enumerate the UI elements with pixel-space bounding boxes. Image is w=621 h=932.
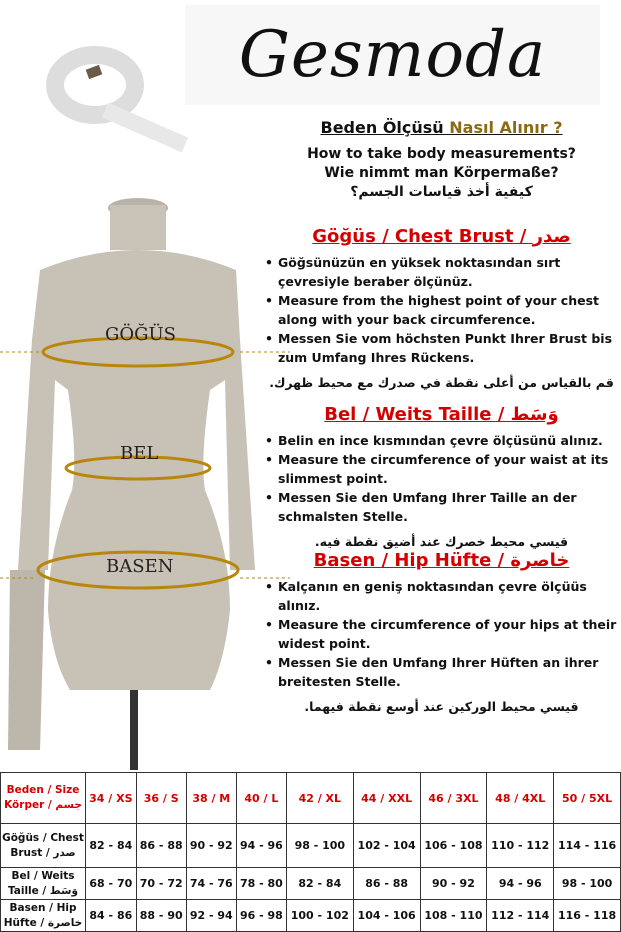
- table-cell: 90 - 92: [186, 824, 236, 868]
- table-cell: 86 - 88: [136, 824, 186, 868]
- row-header: Basen / Hip Hüfte / خاصرة: [1, 900, 86, 932]
- table-cell: 82 - 84: [86, 824, 137, 868]
- table-row: [1, 868, 621, 900]
- table-row: [1, 900, 621, 932]
- table-cell: 88 - 90: [136, 900, 186, 932]
- size-header: 46 / 3XL: [420, 773, 487, 824]
- table-cell: 84 - 86: [86, 900, 137, 932]
- table-cell: 68 - 70: [86, 868, 137, 900]
- mannequin-illustration: [0, 190, 290, 770]
- table-cell: 110 - 112: [487, 824, 554, 868]
- page-title: Beden Ölçüsü Nasıl Alınır ?: [320, 118, 563, 137]
- chest-section: [262, 226, 621, 392]
- brand-logo: Gesmoda: [185, 5, 600, 105]
- table-cell: 86 - 88: [353, 868, 420, 900]
- table-cell: 82 - 84: [286, 868, 353, 900]
- table-cell: 100 - 102: [286, 900, 353, 932]
- table-cell: 104 - 106: [353, 900, 420, 932]
- table-cell: 112 - 114: [487, 900, 554, 932]
- table-cell: 108 - 110: [420, 900, 487, 932]
- table-row: [1, 824, 621, 868]
- size-header: 38 / M: [186, 773, 236, 824]
- hip-label: BASEN: [106, 556, 174, 577]
- size-header: 50 / 5XL: [554, 773, 621, 824]
- list-item: • Göğsünüzün en yüksek noktasından sırt çevresiyle beraber ölçünüz.: [262, 253, 621, 291]
- list-item: • Kalçanın en geniş noktasından çevre ölçüüs alınız.: [262, 577, 621, 615]
- corner-cell: Beden / Size Körper / جسم: [1, 773, 86, 824]
- table-header-row: [1, 773, 621, 824]
- table-cell: 116 - 118: [554, 900, 621, 932]
- size-header: 36 / S: [136, 773, 186, 824]
- table-cell: 78 - 80: [236, 868, 286, 900]
- table-cell: 94 - 96: [236, 824, 286, 868]
- table-cell: 96 - 98: [236, 900, 286, 932]
- list-item: • Belin en ince kısmından çevre ölçüsünü alınız.: [262, 431, 621, 450]
- section-title: Basen / Hip Hüfte / خاصرة: [313, 550, 570, 571]
- hip-section: [262, 550, 621, 716]
- list-item: • Messen Sie den Umfang Ihrer Taille an der schmalsten Stelle.: [262, 488, 621, 526]
- list-item: • Measure from the highest point of your chest along with your back circumference.: [262, 291, 621, 329]
- waist-section: [262, 404, 621, 551]
- section-title: Göğüs / Chest Brust / صدر: [312, 226, 571, 247]
- size-header: 40 / L: [236, 773, 286, 824]
- row-header: Göğüs / Chest Brust / صدر: [1, 824, 86, 868]
- chest-label: GÖĞÜS: [105, 324, 177, 345]
- list-item: • Measure the circumference of your hips at their widest point.: [262, 615, 621, 653]
- waist-label: BEL: [120, 443, 159, 464]
- table-cell: 70 - 72: [136, 868, 186, 900]
- table-cell: 106 - 108: [420, 824, 487, 868]
- size-header: 42 / XL: [286, 773, 353, 824]
- row-header: Bel / Weits Taille / وَسَط: [1, 868, 86, 900]
- list-item: قيسي محيط خصرك عند أضيق نقطة فيه.: [314, 534, 569, 549]
- list-item: قم بالقياس من أعلى نقطة في صدرك مع محيط ظهرك.: [269, 375, 614, 390]
- table-cell: 114 - 116: [554, 824, 621, 868]
- subtitle-en: How to take body measurements?: [307, 146, 576, 162]
- table-cell: 98 - 100: [286, 824, 353, 868]
- table-cell: 74 - 76: [186, 868, 236, 900]
- subtitle-de: Wie nimmt man Körpermaße?: [324, 165, 559, 181]
- list-item: • Messen Sie vom höchsten Punkt Ihrer Brust bis zum Umfang Ihres Rückens.: [262, 329, 621, 367]
- table-cell: 94 - 96: [487, 868, 554, 900]
- size-header: 44 / XXL: [353, 773, 420, 824]
- size-chart-table: [0, 772, 621, 932]
- how-to-header: [262, 118, 621, 202]
- section-title: Bel / Weits Taille / وَسَط: [324, 404, 559, 425]
- table-cell: 98 - 100: [554, 868, 621, 900]
- subtitle-ar: كيفية أخذ قياسات الجسم؟: [350, 184, 533, 200]
- size-header: 34 / XS: [86, 773, 137, 824]
- size-header: 48 / 4XL: [487, 773, 554, 824]
- list-item: • Measure the circumference of your waist at its slimmest point.: [262, 450, 621, 488]
- list-item: • Messen Sie den Umfang Ihrer Hüften an ihrer breitesten Stelle.: [262, 653, 621, 691]
- table-cell: 90 - 92: [420, 868, 487, 900]
- table-cell: 102 - 104: [353, 824, 420, 868]
- tape-measure-icon: [45, 35, 195, 165]
- list-item: قيسي محيط الوركين عند أوسع نقطة فيهما.: [304, 699, 579, 714]
- table-cell: 92 - 94: [186, 900, 236, 932]
